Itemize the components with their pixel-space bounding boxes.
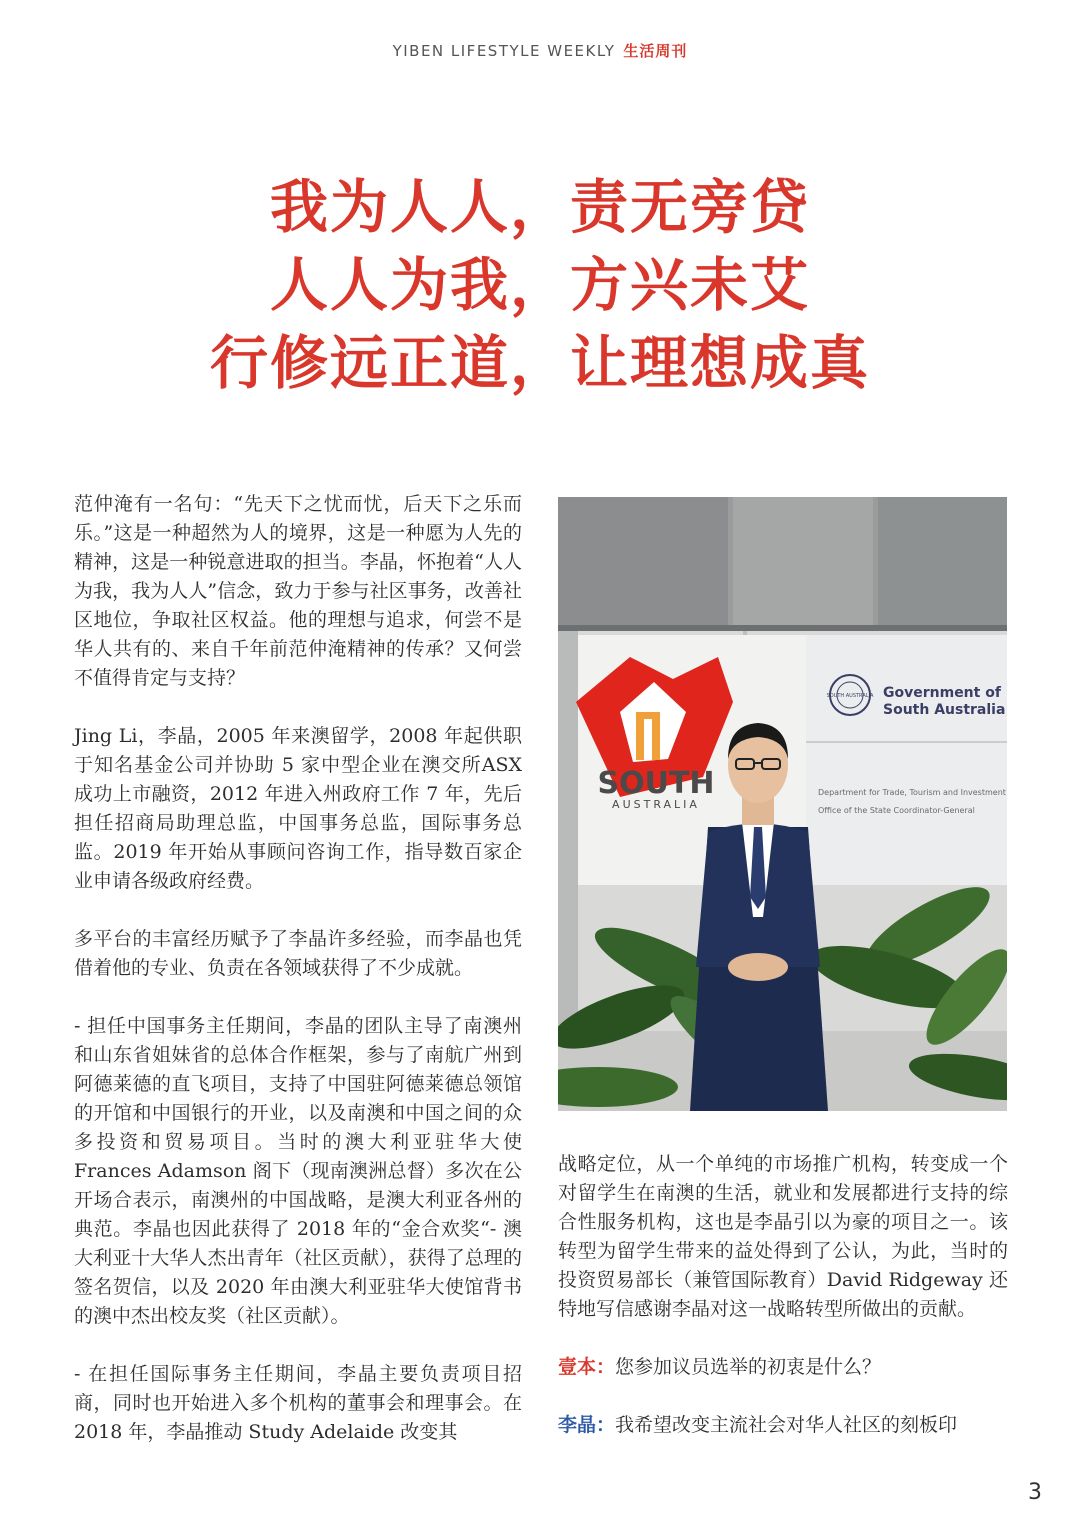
answer-text: 我希望改变主流社会对华人社区的刻板印 [615,1414,958,1436]
portrait-photo [558,497,1007,1111]
headline-line-1: 我为人人，责无旁贷 [269,173,810,241]
china-affairs-paragraph: - 担任中国事务主任期间，李晶的团队主导了南澳州和山东省姐妹省的总体合作框架，参与了南航广州到阿德莱德的直飞项目，支持了中国驻阿德莱德总领馆的开馆和中国银行的开业，以及南澳和中国之间的众多投资和贸易项目。当时的澳大利亚驻华大使 Frances Adamson 阁下（现南澳洲总督）多次在公开场合表示，南澳州的中国战略，是澳大利亚各州的典范。李晶也因此获得了 2018 年的“金合欢奖“- 澳大利亚十大华人杰出青年（社区贡献），获得了总理的签名贺信，以及 2020 年由澳大利亚驻华大使馆背书的澳中杰出校友奖（社区贡献）。 [74,1015,522,1327]
magazine-title-cn: 生活周刊 [623,42,688,60]
bio-paragraph: Jing Li，李晶，2005 年来澳留学，2008 年起供职于知名基金公司并协助 5 家中型企业在澳交所ASX 成功上市融资，2012 年进入州政府工作 7 年，先后担任招商局助理总监，中国事务总监，国际事务总监。2019 年开始从事顾问咨询工作，指导数百家企业申请各级政府经费。 [74,725,522,892]
study-adelaide-paragraph: 战略定位，从一个单纯的市场推广机构，转变成一个对留学生在南澳的生活，就业和发展都进行支持的综合性服务机构，这也是李晶引以为豪的项目之一。该转型为留学生带来的益处得到了公认，为此，当时的投资贸易部长（兼管国际教育）David Ridgeway 还特地写信感谢李晶对这一战略转型所做出的贡献。 [558,1153,1008,1320]
article-left-column [74,490,522,1447]
qa-question [558,1353,1008,1382]
gov-line2: South Australia [883,702,1006,718]
dept-line2: Office of the State Coordinator-General [818,806,975,815]
answer-speaker: 李晶： [558,1414,616,1436]
seal-text: SOUTH AUSTRALIA [826,693,874,699]
headline-line-2: 人人为我，方兴未艾 [269,251,810,319]
intro-paragraph: 范仲淹有一名句：“先天下之忧而忧，后天下之乐而乐。”这是一种超然为人的境界，这是一种愿为人先的精神，这是一种锐意进取的担当。李晶，怀抱着“人人为我，我为人人”信念，致力于参与社区事务，改善社区地位，争取社区权益。他的理想与追求，何尝不是华人共有的、来自千年前范仲淹精神的传承？又何尝不值得肯定与支持？ [74,493,522,689]
question-text: 您参加议员选举的初衷是什么？ [615,1356,882,1378]
sign-brand-line2: AUSTRALIA [612,798,700,811]
achievements-intro-paragraph: 多平台的丰富经历赋予了李晶许多经验，而李晶也凭借着他的专业、负责在各领域获得了不少成就。 [74,928,522,979]
article-right-column [558,1150,1008,1440]
qa-answer [558,1411,1008,1440]
headline-line-3: 行修远正道，让理想成真 [209,329,870,397]
masthead [0,40,1080,61]
magazine-title-en: YIBEN LIFESTYLE WEEKLY [392,42,616,60]
dept-line1: Department for Trade, Tourism and Investment [818,788,1006,797]
headline [0,168,1080,402]
gov-line1: Government of [883,685,1001,701]
question-speaker: 壹本： [558,1356,616,1378]
page-number: 3 [1028,1480,1042,1505]
sign-brand-line1: SOUTH [597,766,715,801]
international-affairs-paragraph: - 在担任国际事务主任期间，李晶主要负责项目招商，同时也开始进入多个机构的董事会和理事会。在 2018 年，李晶推动 Study Adelaide 改变其 [74,1363,522,1443]
